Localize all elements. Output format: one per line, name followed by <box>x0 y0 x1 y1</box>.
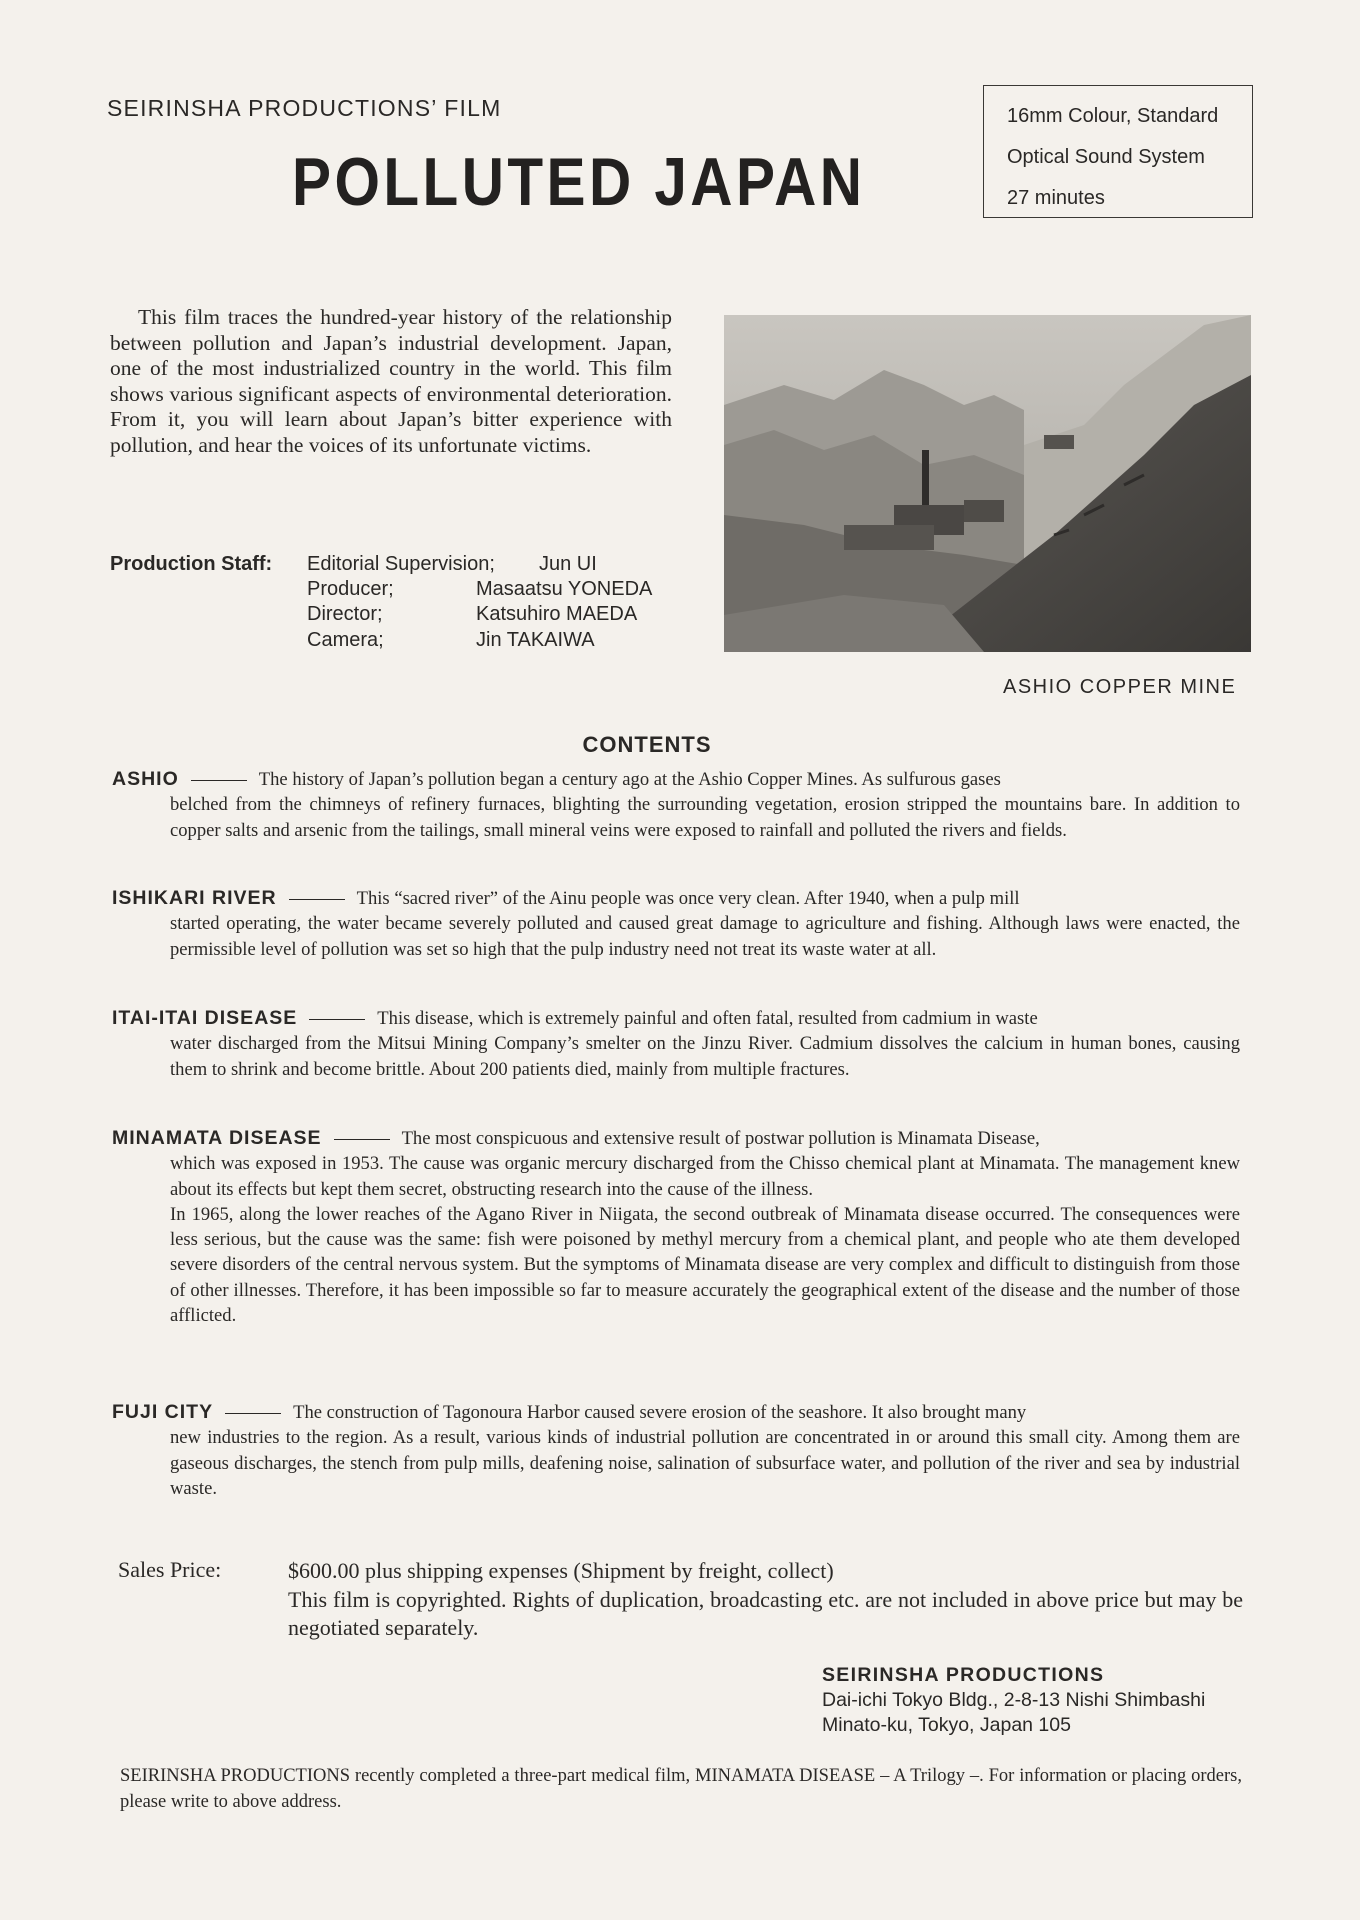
entry-dash <box>225 1413 281 1414</box>
entry-heading: ITAI-ITAI DISEASE <box>112 1007 298 1029</box>
sales-price-text <box>288 1557 1243 1643</box>
spec-format: 16mm Colour, Standard <box>1007 105 1219 127</box>
mine-photo-image <box>724 315 1251 652</box>
entry-text: The most conspicuous and extensive result of postwar pollution is Minamata Disease, <box>401 1128 1040 1149</box>
staff-name: Jun UI <box>539 553 597 575</box>
entry-text: belched from the chimneys of refinery furnaces, blighting the surrounding vegetation, erosion stripped the mountains bare. In addition to copper salts and arsenic from the tailings, small mineral veins were exposed to rainfall and polluted the rivers and fields. <box>170 794 1240 841</box>
entry-dash <box>289 899 345 900</box>
entry-heading: ISHIKARI RIVER <box>112 887 277 909</box>
staff-role: Editorial Supervision; <box>307 553 495 575</box>
entry-heading: FUJI CITY <box>112 1401 214 1423</box>
address-line: Minato-ku, Tokyo, Japan 105 <box>822 1714 1071 1736</box>
entry-text: The construction of Tagonoura Harbor caused severe erosion of the seashore. It also brought many <box>293 1402 1027 1423</box>
intro-paragraph <box>110 305 672 458</box>
entry-text: which was exposed in 1953. The cause was organic mercury discharged from the Chisso chemical plant at Minamata. The management knew about its effects but kept them secret, obstructing research into the cause of the illness. <box>170 1153 1240 1200</box>
photo-caption: ASHIO COPPER MINE <box>1003 676 1237 698</box>
staff-name: Jin TAKAIWA <box>476 629 595 651</box>
staff-role: Camera; <box>307 629 384 651</box>
entry-text: new industries to the region. As a result, various kinds of industrial pollution are concentrated in or around this small city. Among them are gaseous discharges, the stench from pulp mills, deafening noise, salination of subsurface water, and pollution of the river and sea by industrial waste. <box>170 1427 1240 1499</box>
specs-box <box>983 85 1253 218</box>
contents-entry-ishikari <box>112 886 1240 962</box>
staff-name: Masaatsu YONEDA <box>476 578 653 600</box>
company-name: SEIRINSHA PRODUCTIONS <box>822 1664 1105 1686</box>
entry-text: The history of Japan’s pollution began a century ago at the Ashio Copper Mines. As sulfurous gases <box>258 769 1001 790</box>
staff-name: Katsuhiro MAEDA <box>476 603 638 625</box>
sales-price-line: $600.00 plus shipping expenses (Shipment by freight, collect) <box>288 1558 834 1583</box>
entry-dash <box>191 780 247 781</box>
contents-entry-itai-itai <box>112 1006 1240 1082</box>
sales-copyright-line: This film is copyrighted. Rights of duplication, broadcasting etc. are not included in above price but may be negotiated separately. <box>288 1586 1243 1640</box>
footer-note: SEIRINSHA PRODUCTIONS recently completed a three-part medical film, MINAMATA DISEASE – A Trilogy –. For information or placing orders, please write to above address. <box>120 1766 1242 1812</box>
address-line: Dai-ichi Tokyo Bldg., 2-8-13 Nishi Shimbashi <box>822 1689 1206 1711</box>
staff-role: Producer; <box>307 578 394 600</box>
company-address <box>822 1663 1205 1738</box>
mine-photo <box>724 315 1251 652</box>
entry-heading: MINAMATA DISEASE <box>112 1127 322 1149</box>
sales-price-label: Sales Price: <box>118 1557 222 1582</box>
contents-heading-text: CONTENTS <box>582 732 712 757</box>
film-title: POLLUTED JAPAN <box>292 144 866 220</box>
contents-entry-minamata <box>112 1126 1240 1328</box>
entry-heading: ASHIO <box>112 768 179 790</box>
intro-text: This film traces the hundred-year history of the relationship between pollution and Japan’s industrial development. Japan, one of the most industrialized country in the world. This film shows various significant aspects of environmental deterioration. From it, you will learn about Japan’s bitter experience with pollution, and hear the voices of its unfortunate victims. <box>110 305 672 457</box>
spec-duration: 27 minutes <box>1007 187 1105 209</box>
entry-text: This disease, which is extremely painful and often fatal, resulted from cadmium in waste <box>377 1008 1038 1029</box>
entry-dash <box>334 1139 390 1140</box>
entry-text: water discharged from the Mitsui Mining Company’s smelter on the Jinzu River. Cadmium dissolves the calcium in human bones, causing them to shrink and become brittle. About 200 patients died, mainly from multiple fractures. <box>170 1033 1240 1080</box>
entry-text: This “sacred river” of the Ainu people was once very clean. After 1940, when a pulp mill <box>356 888 1020 909</box>
staff-role: Director; <box>307 603 383 625</box>
contents-entry-fuji-city <box>112 1400 1240 1501</box>
entry-text: In 1965, along the lower reaches of the Agano River in Niigata, the second outbreak of Minamata disease occurred. The consequences were less serious, but the cause was the same: fish were poisoned by methyl mercury from a chemical plant, and people who ate them developed severe disorders of the central nervous system. But the symptoms of Minamata disease are very complex and difficult to distinguish from those of other illnesses. Therefore, it has been impossible so far to measure accurately the geographical extent of the disease and the number of those afflicted. <box>170 1203 1240 1327</box>
contents-heading <box>0 732 1360 758</box>
spec-sound: Optical Sound System <box>1007 146 1205 168</box>
entry-text: started operating, the water became severely polluted and caused great damage to agriculture and fishing. Although laws were enacted, the permissible level of pollution was set so high that the pulp industry need not treat its waste water at all. <box>170 913 1240 960</box>
entry-dash <box>309 1019 365 1020</box>
contents-entry-ashio <box>112 767 1240 843</box>
staff-heading: Production Staff: <box>110 553 273 575</box>
film-kicker: SEIRINSHA PRODUCTIONS’ FILM <box>107 95 502 121</box>
